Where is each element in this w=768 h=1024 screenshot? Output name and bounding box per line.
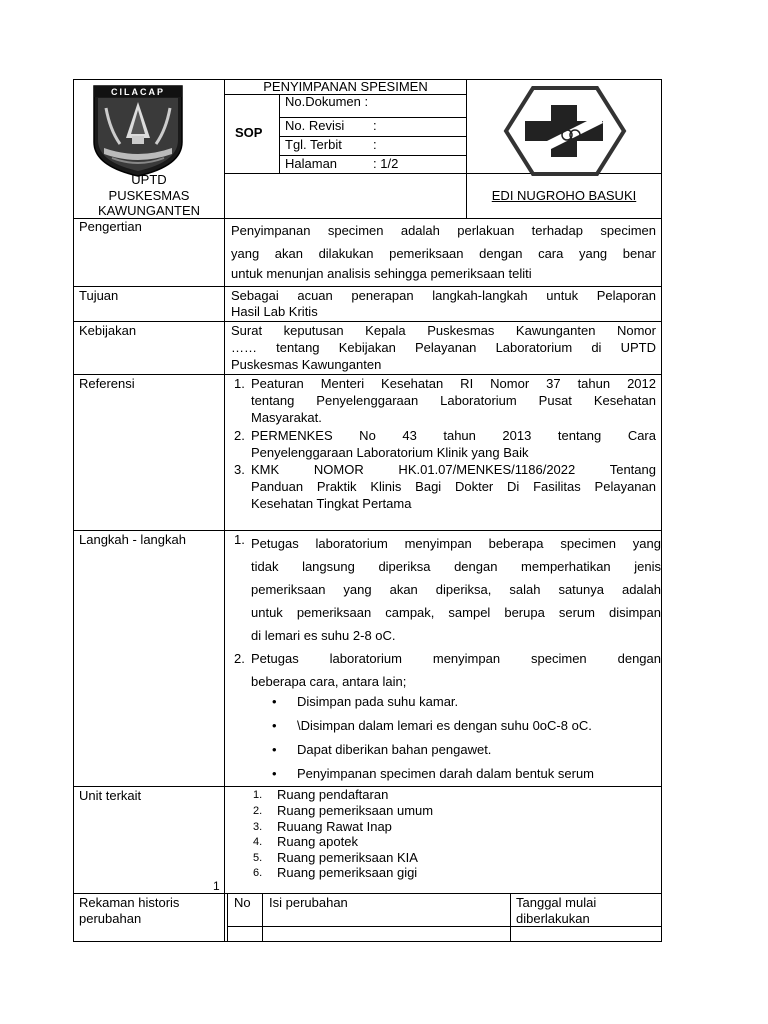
list-number: 2. xyxy=(234,651,245,666)
signer-name: EDI NUGROHO BASUKI xyxy=(491,188,637,203)
kebijakan-line: Surat keputusan Kepala Puskesmas Kawunganten Nomor xyxy=(231,323,656,338)
table-border xyxy=(262,893,263,942)
table-border xyxy=(510,893,511,942)
section-label-rekaman: Rekaman historis xyxy=(79,895,180,910)
org-line-1: UPTD xyxy=(131,172,167,187)
langkah-line: Petugas laboratorium menyimpan specimen dengan xyxy=(251,651,661,666)
pengertian-line: untuk menunjan analisis sehingga pemeriksaan teliti xyxy=(231,266,532,281)
pengertian-line: Penyimpanan specimen adalah perlakuan terhadap specimen xyxy=(231,223,656,238)
sop-label: SOP xyxy=(235,125,263,140)
table-border xyxy=(227,893,228,942)
referensi-line: Peaturan Menteri Kesehatan RI Nomor 37 tahun 2012 xyxy=(251,376,656,391)
doc-field-label: No.Dokumen : xyxy=(285,94,369,109)
referensi-line: Masyarakat. xyxy=(251,410,322,425)
bullet-item: Penyimpanan specimen darah dalam bentuk serum xyxy=(297,766,595,781)
list-number: 5. xyxy=(253,852,263,864)
kebijakan-line: Puskesmas Kawunganten xyxy=(231,357,382,372)
table-border xyxy=(73,374,662,375)
logo-lettering: CILACAP xyxy=(111,87,165,97)
list-number: 2. xyxy=(234,428,245,443)
unit-item: Ruang pemeriksaan umum xyxy=(277,803,434,818)
referensi-line: tentang Penyelenggaraan Laboratorium Pusat Kesehatan xyxy=(251,393,656,408)
referensi-line: Panduan Praktik Klinis Bagi Dokter Di Fasilitas Pelayanan xyxy=(251,479,656,494)
kebijakan-line: …… tentang Kebijakan Pelayanan Laboratorium di UPTD xyxy=(231,340,656,355)
doc-field-label: No. Revisi xyxy=(285,118,345,133)
column-header-tanggal: diberlakukan xyxy=(516,911,590,926)
bullet-dot-icon: • xyxy=(272,742,277,757)
unit-item: Ruang pemeriksaan gigi xyxy=(277,865,418,880)
column-header-no: No xyxy=(234,895,251,910)
bullet-dot-icon: • xyxy=(272,766,277,781)
puskesmas-logo-icon xyxy=(503,85,627,177)
list-number: 2. xyxy=(253,805,263,817)
doc-field-label: Halaman xyxy=(285,156,338,171)
langkah-line: di lemari es suhu 2-8 oC. xyxy=(251,628,396,643)
section-label-unit: Unit terkait xyxy=(79,788,142,803)
tujuan-line: Hasil Lab Kritis xyxy=(231,304,318,319)
section-label-tujuan: Tujuan xyxy=(79,288,119,303)
table-border xyxy=(73,941,662,942)
section-label-referensi: Referensi xyxy=(79,376,135,391)
column-header-isi: Isi perubahan xyxy=(269,895,348,910)
bullet-item: Dapat diberikan bahan pengawet. xyxy=(297,742,492,757)
list-number: 3. xyxy=(234,462,245,477)
list-number: 3. xyxy=(253,821,263,833)
unit-item: Ruang pemeriksaan KIA xyxy=(277,850,418,865)
referensi-line: Kesehatan Tingkat Pertama xyxy=(251,496,412,511)
org-line-3: KAWUNGANTEN xyxy=(97,203,201,218)
langkah-line: untuk pemeriksaan campak, sampel berupa serum disimpan xyxy=(251,605,661,620)
section-label-pengertian: Pengertian xyxy=(79,219,142,234)
document-title: PENYIMPANAN SPESIMEN xyxy=(263,79,428,94)
langkah-line: pemeriksaan yang akan diperiksa, salah satunya adalah xyxy=(251,582,661,597)
langkah-line: beberapa cara, antara lain; xyxy=(251,674,407,689)
column-header-tanggal: Tanggal mulai xyxy=(516,895,597,910)
langkah-line: Petugas laboratorium menyimpan beberapa specimen yang xyxy=(251,536,661,551)
referensi-line: PERMENKES No 43 tahun 2013 tentang Cara xyxy=(251,428,656,443)
section-label-langkah: Langkah - langkah xyxy=(79,532,186,547)
list-number: 1. xyxy=(234,532,245,547)
doc-field-label: Tgl. Terbit xyxy=(285,137,342,152)
page-number: 1 xyxy=(213,879,220,893)
list-number: 4. xyxy=(253,836,263,848)
org-line-2: PUSKESMAS xyxy=(108,188,190,203)
unit-item: Ruang pendaftaran xyxy=(277,787,389,802)
table-border xyxy=(73,530,662,531)
cilacap-coat-of-arms-icon xyxy=(88,82,188,178)
bullet-item: \Disimpan dalam lemari es dengan suhu 0oC-8 oC. xyxy=(297,718,592,733)
doc-field-value: : xyxy=(373,118,377,133)
doc-field-value: : xyxy=(373,137,377,152)
table-border xyxy=(279,94,280,173)
section-label-rekaman: perubahan xyxy=(79,911,142,926)
list-number: 1. xyxy=(253,789,263,801)
tujuan-line: Sebagai acuan penerapan langkah-langkah untuk Pelaporan xyxy=(231,288,656,303)
table-border xyxy=(73,321,662,322)
bullet-dot-icon: • xyxy=(272,718,277,733)
unit-item: Ruuang Rawat Inap xyxy=(277,819,392,834)
pengertian-line: yang akan dilakukan pemeriksaan dengan cara yang benar xyxy=(231,246,656,261)
unit-item: Ruang apotek xyxy=(277,834,358,849)
langkah-line: tidak langsung diperiksa dengan memperhatikan jenis xyxy=(251,559,661,574)
referensi-line: Penyelenggaraan Laboratorium Klinik yang Baik xyxy=(251,445,529,460)
section-label-kebijakan: Kebijakan xyxy=(79,323,137,338)
table-border xyxy=(73,893,662,894)
table-border xyxy=(73,286,662,287)
table-border xyxy=(224,79,225,942)
table-border xyxy=(661,79,662,942)
doc-field-value: : 1/2 xyxy=(373,156,399,171)
table-border xyxy=(227,926,662,927)
list-number: 6. xyxy=(253,867,263,879)
bullet-dot-icon: • xyxy=(272,694,277,709)
bullet-item: Disimpan pada suhu kamar. xyxy=(297,694,459,709)
list-number: 1. xyxy=(234,376,245,391)
referensi-line: KMK NOMOR HK.01.07/MENKES/1186/2022 Tentang xyxy=(251,462,656,477)
